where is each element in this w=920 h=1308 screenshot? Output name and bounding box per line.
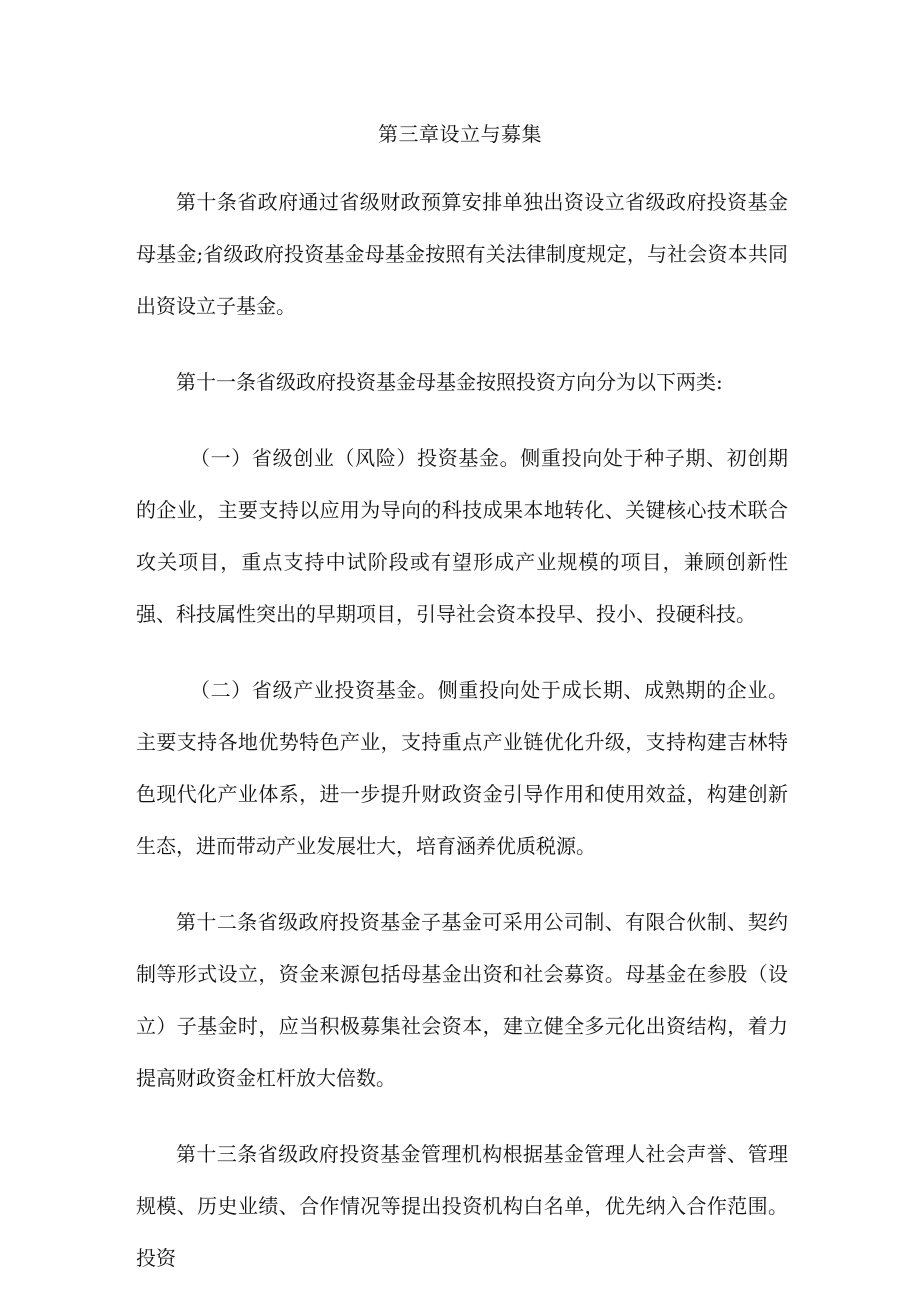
document-body — [136, 176, 788, 1308]
paragraph-article-11-item-2: （二）省级产业投资基金。侧重投向处于成长期、成熟期的企业。主要支持各地优势特色产业，支持重点产业链优化升级，支持构建吉林特色现代化产业体系，进一步提升财政资金引导作用和使用效益，构建创新生态，进而带动产业发展壮大，培育涵养优质税源。 — [136, 678, 788, 858]
paragraph-article-10: 第十条省政府通过省级财政预算安排单独出资设立省级政府投资基金母基金;省级政府投资基金母基金按照有关法律制度规定，与社会资本共同出资设立子基金。 — [136, 190, 788, 318]
paragraph-article-11: 第十一条省级政府投资基金母基金按照投资方向分为以下两类: — [176, 370, 723, 394]
paragraph-article-11-item-1: （一）省级创业（风险）投资基金。侧重投向处于种子期、初创期的企业，主要支持以应用为导向的科技成果本地转化、关键核心技术联合攻关项目，重点支持中试阶段或有望形成产业规模的项目，兼顾创新性强、科技属性突出的早期项目，引导社会资本投早、投小、投硬科技。 — [136, 446, 788, 626]
paragraph-article-12: 第十二条省级政府投资基金子基金可采用公司制、有限合伙制、契约制等形式设立，资金来源包括母基金出资和社会募资。母基金在参股（设立）子基金时，应当积极募集社会资本，建立健全多元化出资结构，着力提高财政资金杠杆放大倍数。 — [136, 910, 788, 1090]
chapter-title: 第三章设立与募集 — [378, 122, 542, 146]
paragraph-article-13: 第十三条省级政府投资基金管理机构根据基金管理人社会声誉、管理规模、历史业绩、合作情况等提出投资机构白名单，优先纳入合作范围。投资 — [136, 1142, 788, 1270]
